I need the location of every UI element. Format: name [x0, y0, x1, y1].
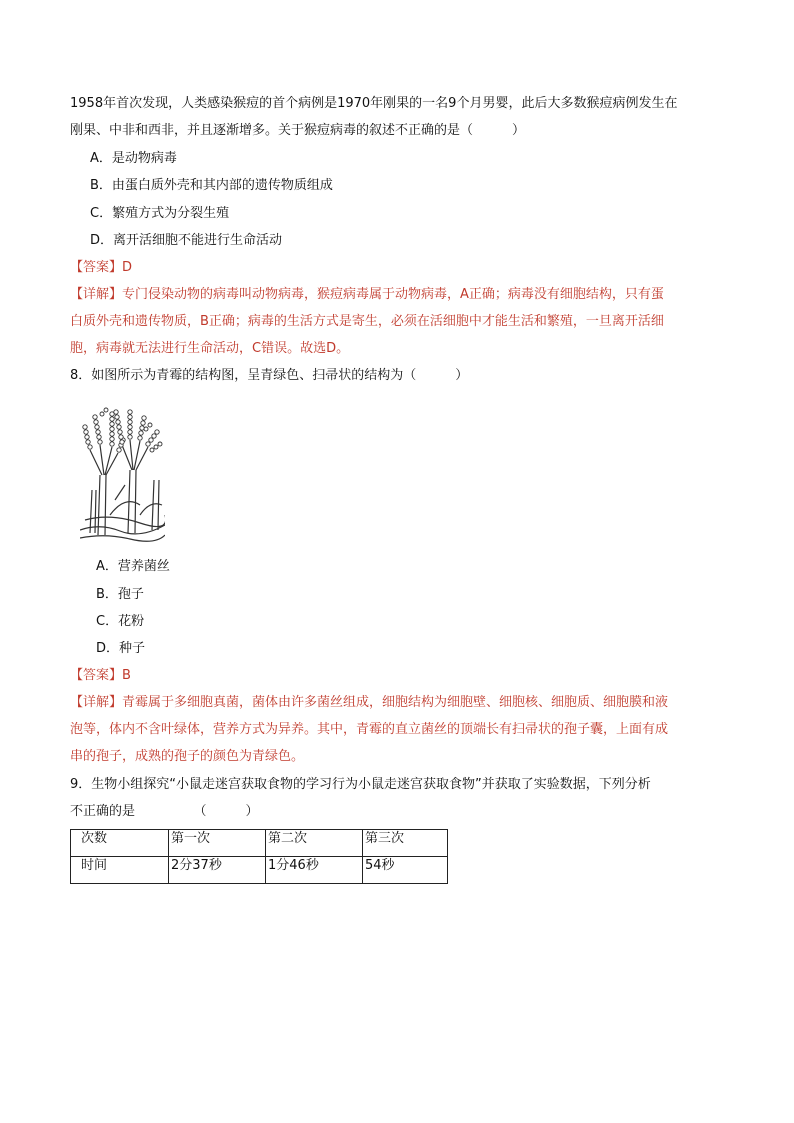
- q8-option-d: D．种子: [96, 641, 146, 656]
- q8-detail-line3: 串的孢子，成熟的孢子的颜色为青绿色。: [70, 749, 305, 764]
- q7-detail-line2: 白质外壳和遗传物质，B正确；病毒的生活方式是寄生，必须在活细胞中才能生活和繁殖，一旦离开活细: [70, 314, 664, 329]
- q7-stem-line1: 1958年首次发现，人类感染猴痘的首个病例是1970年刚果的一名9个月男婴，此后大多数猴痘病例发生在: [70, 96, 678, 111]
- table-header-cell: 第一次: [169, 830, 266, 857]
- q8-detail-text1: 青霉属于多细胞真菌，菌体由许多菌丝组成，细胞结构为细胞壁、细胞核、细胞质、细胞膜和液: [122, 695, 669, 710]
- q8-answer-label: 【答案】: [70, 668, 123, 683]
- table-cell: 1分46秒: [266, 857, 363, 884]
- table-header-cell: 第三次: [363, 830, 448, 857]
- table-header-cell: 次数: [71, 830, 169, 857]
- q8-answer-value: B: [122, 668, 131, 683]
- q7-answer-value: D: [122, 260, 133, 275]
- q7-answer-label: 【答案】: [70, 260, 123, 275]
- q7-answer-line: [70, 259, 132, 277]
- q8-detail-label: 【详解】: [70, 695, 123, 710]
- table-cell: 时间: [71, 857, 169, 884]
- q9-stem-line2: 不正确的是 （ ）: [70, 804, 259, 819]
- q8-option-c: C．花粉: [96, 614, 145, 629]
- q7-option-d: D．离开活细胞不能进行生命活动: [90, 233, 283, 248]
- table-cell: 54秒: [363, 857, 448, 884]
- q8-detail-line2: 泡等，体内不含叶绿体，营养方式为异养。其中，青霉的直立菌丝的顶端长有扫帚状的孢子囊，上面有成: [70, 722, 669, 737]
- q7-option-a: A．是动物病毒: [90, 151, 177, 166]
- q7-detail-line1: [70, 286, 664, 304]
- q8-stem: 8．如图所示为青霉的结构图，呈青绿色、扫帚状的结构为（ ）: [70, 368, 469, 383]
- table-header-cell: 第二次: [266, 830, 363, 857]
- table-header-row: [71, 830, 448, 857]
- q7-option-b: B．由蛋白质外壳和其内部的遗传物质组成: [90, 178, 333, 193]
- q8-option-b: B．孢子: [96, 587, 144, 602]
- experiment-data-table: [70, 829, 448, 884]
- q7-detail-label: 【详解】: [70, 287, 123, 302]
- q7-option-c: C．繁殖方式为分裂生殖: [90, 206, 230, 221]
- q9-stem-line1: 9．生物小组探究“小鼠走迷宫获取食物的学习行为小鼠走迷宫获取食物”并获取了实验数据，下列分析: [70, 777, 651, 792]
- table-row: [71, 857, 448, 884]
- penicillium-structure-figure: [80, 405, 165, 545]
- q7-detail-line3: 胞，病毒就无法进行生命活动，C错误。故选D。: [70, 341, 350, 356]
- q8-answer-line: [70, 667, 131, 685]
- q7-stem-line2: 刚果、中非和西非，并且逐渐增多。关于猴痘病毒的叙述不正确的是（ ）: [70, 123, 526, 138]
- q7-detail-text1: 专门侵染动物的病毒叫动物病毒，猴痘病毒属于动物病毒，A正确；病毒没有细胞结构，只有蛋: [122, 287, 664, 302]
- q8-option-a: A．营养菌丝: [96, 559, 170, 574]
- table-cell: 2分37秒: [169, 857, 266, 884]
- q8-detail-line1: [70, 694, 668, 712]
